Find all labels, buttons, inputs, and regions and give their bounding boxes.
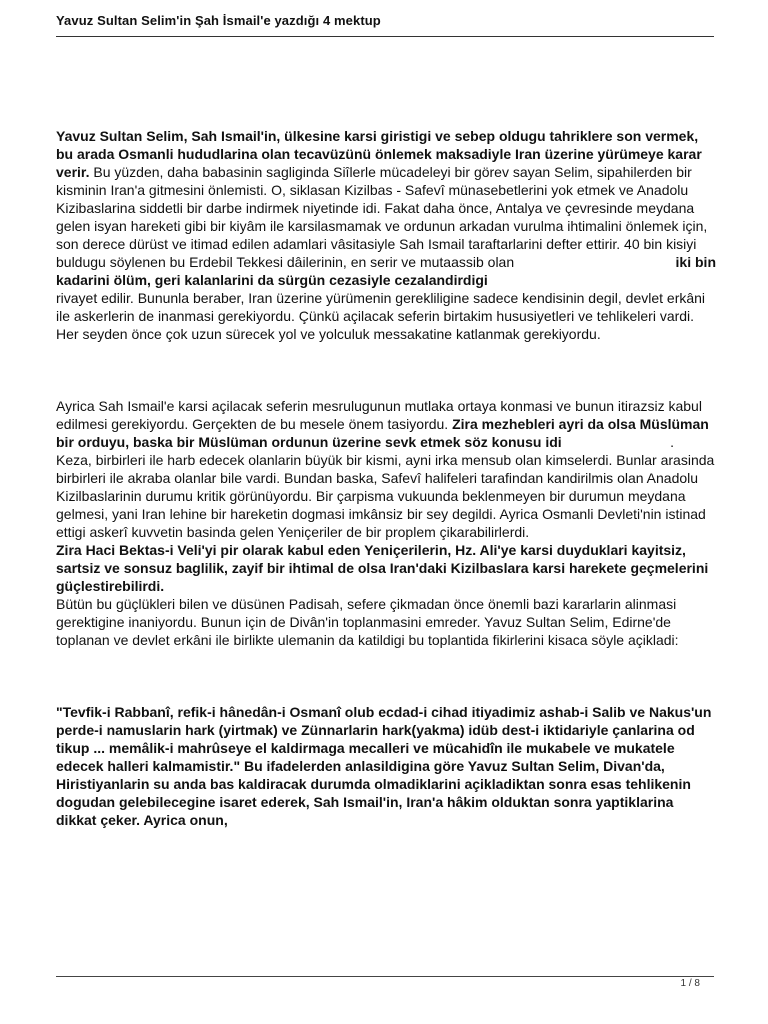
header-divider bbox=[56, 36, 714, 37]
paragraph-text: Bu yüzden, daha babasinin sagliginda Siîlerle mücadeleyi bir görev sayan Selim, sipahilerden bir kisminin Iran'a gitmesini önlemisti. O, siklasan Kizilbas - Safevî münasebetlerini yok etmek ve Anadolu Kizibaslarina siddetli bir darbe indirmek niyetinde idi. Fakat daha önce, Antalya ve çevresinde meydana gelen isyan hareketi gibi bir kiyâm ile karsilasmamak ve ordunun arkadan vurulma ihtimalini önlemek için, son derece dürüst ve itimad edilen adamlari vâsitasiyle Sah Ismail taraftarlarini defter ettirir. 40 bin kisiyi buldugu söylenen bu Erdebil Tekkesi dâilerinin, en serir ve mutaassib olan bbox=[56, 164, 708, 270]
footer-divider bbox=[56, 976, 714, 977]
document-header-title: Yavuz Sultan Selim'in Şah İsmail'e yazdığı 4 mektup bbox=[56, 13, 381, 28]
paragraph-text: Keza, birbirleri ile harb edecek olanlarin büyük bir kismi, ayni irka mensub olan kimselerdi. Bunlar arasinda birbirleri ile akraba olanlar bile vardi. Bundan baska, Safevî halifeleri tarafindan kandirilmis olan Anadolu Kizilbaslarinin durumu kritik görünüyordu. Bir çarpisma vukuunda beklenmeyen bir durumun meydana gelmesi, yani Iran lehine bir hareketin dogmasi imkânsiz bir sey degildi. Ayrica Osmanli Devleti'nin istinad ettigi askerî kuvvetin basinda gelen Yeniçeriler de bir proplem çikarabilirlerdi. bbox=[56, 452, 715, 540]
paragraph-spacer bbox=[56, 649, 716, 703]
bold-phrase: iki bin bbox=[675, 254, 716, 270]
paragraph-legitimacy bbox=[56, 397, 716, 649]
document-body bbox=[56, 127, 716, 829]
paragraph-spacer bbox=[56, 343, 716, 397]
bold-quote: "Tevfik-i Rabbanî, refik-i hânedân-i Osmanî olub ecdad-i cihad itiyadimiz ashab-i Salib ve Nakus'un perde-i namuslarin hark (yirtmak) ve Zünnarlarin hark(yakma) idüb dest-i iktidariyle çanlarina od tikup ... memâlik-i mahrûseye el kaldirmaga mecalleri ve mücahidîn ile mukabele ve mukatele edecek halleri kalmamistir." Bu ifadelerden anlasildigina göre Yavuz Sultan Selim, Divan'da, Hiristiyanlarin su anda bas kaldiracak durumda olmadiklarini açikladiktan sonra esas tehlikenin dogudan gelebilecegine isaret ederek, Sah Ismail'in, Iran'a hâkim olduktan sonra yaptiklarina dikkat çeker. Ayrica onun, bbox=[56, 704, 712, 828]
paragraph-text: Bütün bu güçlükleri bilen ve düsünen Padisah, sefere çikmadan önce önemli bazi kararlarin alinmasi gerektigine inaniyordu. Bunun için de Divân'in toplanmasini emreder. Yavuz Sultan Selim, Edirne'de toplanan ve devlet erkâni ile birlikte ulemanin da katildigi bu toplantida fikirlerini kisaca söyle açikladi: bbox=[56, 596, 679, 648]
bold-lead: Yavuz Sultan Selim, Sah Ismail'in, ülkesine karsi giristigi ve sebep oldugu tahriklere son vermek, bu arada Osmanli hududlarina olan tecavüzünü önlemek maksadiyle Iran üzerine yürümeye karar verir. bbox=[56, 128, 702, 180]
trailing-period: . bbox=[670, 434, 674, 450]
bold-phrase: kadarini ölüm, geri kalanlarini da sürgün cezasiyle cezalandirdigi bbox=[56, 272, 488, 288]
paragraph-intro bbox=[56, 127, 716, 343]
page-number: 1 / 8 bbox=[680, 978, 700, 989]
paragraph-quote bbox=[56, 703, 716, 829]
bold-phrase: Zira mezhebleri ayri da olsa Müslüman bir orduyu, baska bir Müslüman ordunun üzerine sevk etmek söz konusu idi bbox=[56, 416, 709, 450]
paragraph-text: Ayrica Sah Ismail'e karsi açilacak seferin mesrulugunun mutlaka ortaya konmasi ve bunun itirazsiz kabul edilmesi gerekiyordu. Gerçekten de bu mesele önem tasiyordu. bbox=[56, 398, 702, 432]
paragraph-text: rivayet edilir. Bununla beraber, Iran üzerine yürümenin gerekliligine sadece kendisinin degil, devlet erkâni ile askerlerin de inanmasi gerekiyordu. Çünkü açilacak seferin birtakim hususiyetleri ve tehlikeleri vardi. Her seyden önce çok uzun sürecek yol ve yolculuk messakatine katlanmak gerekiyordu. bbox=[56, 290, 706, 342]
bold-phrase: Zira Haci Bektas-i Veli'yi pir olarak kabul eden Yeniçerilerin, Hz. Ali'ye karsi duyduklari kayitsiz, sartsiz ve sonsuz baglilik, zayif bir ihtimal de olsa Iran'daki Kizilbaslara karsi harekete geçmelerini güçlestirebilirdi. bbox=[56, 542, 709, 594]
